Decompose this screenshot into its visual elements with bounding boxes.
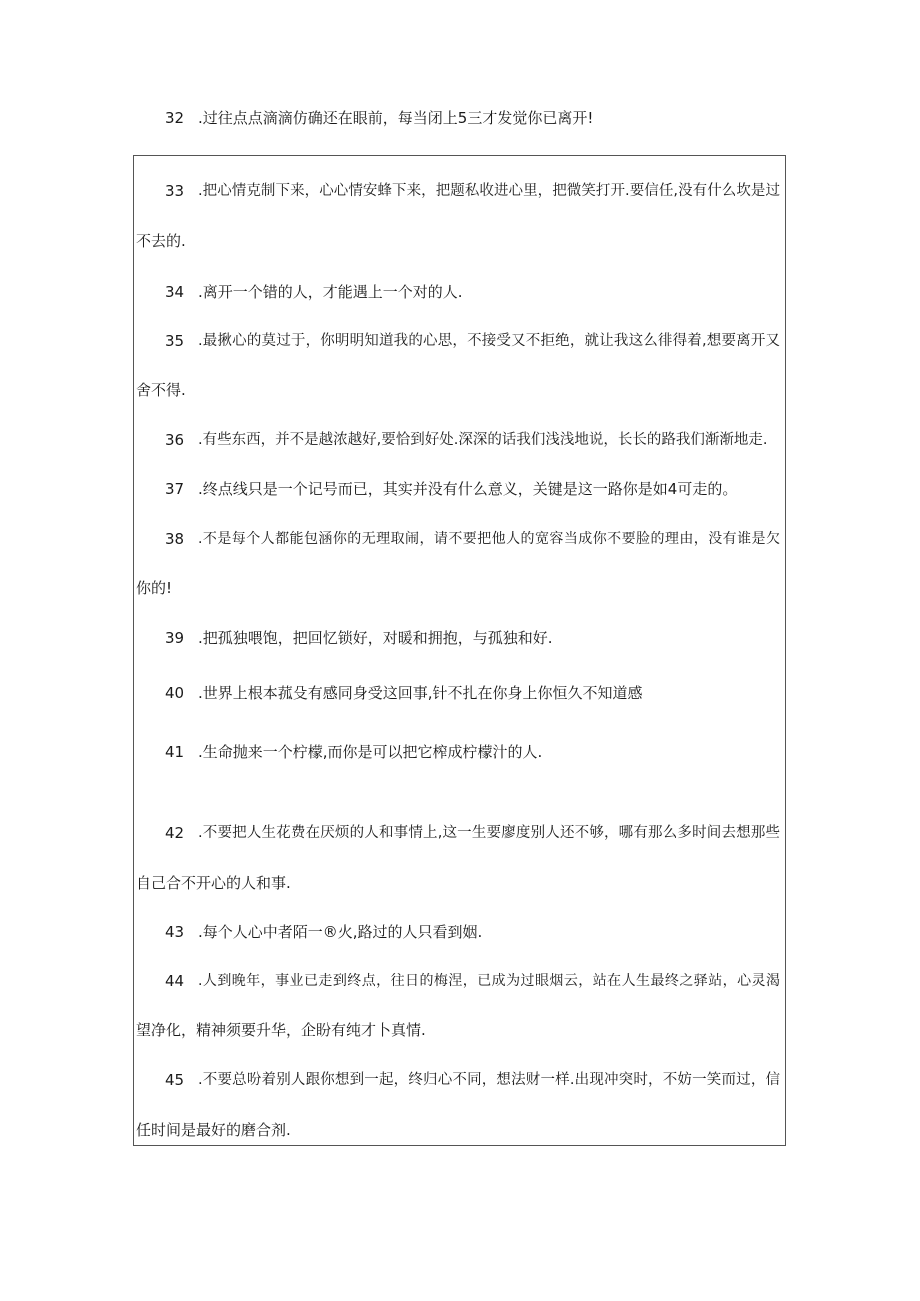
item-number: 37 [165,480,185,498]
item-text: .世界上根本菰殳有感同身受这回事,针不扎在你身上你恒久不知道感 [198,684,643,702]
content-frame [133,155,786,1146]
item-text: .把孤独喂饱，把回忆锁好，对暖和拥抱，与孤独和好. [198,629,553,647]
item-text-continuation: 舍不得. [136,381,186,399]
item-number: 38 [165,530,185,548]
item-number: 44 [165,972,185,990]
item-number: 40 [165,684,185,702]
item-number: 45 [165,1071,185,1089]
item-text: .人到晚年，事业已走到终点，往日的梅涅，已成为过眼烟云，站在人生最终之驿站，心灵渴 [198,973,780,989]
item-text: .生命抛来一个柠檬,而你是可以把它榨成柠檬汁的人. [198,743,543,761]
item-text-continuation: 你的! [136,579,173,597]
item-number: 41 [165,743,185,761]
item-text: .有些东西，并不是越浓越好,要恰到好处.深深的话我们浅浅地说，长长的路我们渐渐地走. [198,432,768,448]
item-text: .不要总吩着别人跟你想到一起，终归心不同，想法财一样.出现冲突时，不妨一笑而过，信 [198,1072,780,1088]
item-text-continuation: 不去的. [136,232,186,250]
item-text: .不是每个人都能包涵你的无理取闹，请不要把他人的宽容当成你不要脸的理由，没有谁是欠 [198,531,780,547]
item-text: .过往点点滴滴仿确还在眼前，每当闭上5三才发觉你已离开! [198,109,594,127]
item-text: .把心情克制下来，心心情安蜂下来，把题私收进心里，把微笑打开.要信任,没有什么坎是过 [198,183,780,199]
item-number: 35 [165,332,185,350]
item-text: .离开一个错的人，才能遇上一个对的人. [198,283,463,301]
item-text: .不要把人生花费在厌烦的人和事情上,这一生要廖度别人还不够，哪有那么多时间去想那些 [198,825,780,841]
item-number: 36 [165,431,185,449]
item-number: 42 [165,824,185,842]
item-text: .每个人心中者陌一®火,路过的人只看到姻. [198,923,483,941]
item-text: .终点线只是一个记号而已，其实并没有什么意义，关键是这一路你是如4可走的。 [198,480,738,498]
item-number: 39 [165,629,185,647]
item-text-continuation: 任时间是最好的磨合剂. [136,1121,291,1139]
item-text-continuation: 望净化，精神须要升华，企盼有纯才卜真情. [136,1021,426,1039]
item-number: 32 [165,109,185,127]
item-number: 33 [165,182,185,200]
item-text: .最揪心的莫过于，你明明知道我的心思，不接受又不拒绝，就让我这么徘得着,想要离开又 [198,333,780,349]
item-text-continuation: 自己合不开心的人和事. [136,874,291,892]
item-number: 43 [165,923,185,941]
item-number: 34 [165,283,185,301]
